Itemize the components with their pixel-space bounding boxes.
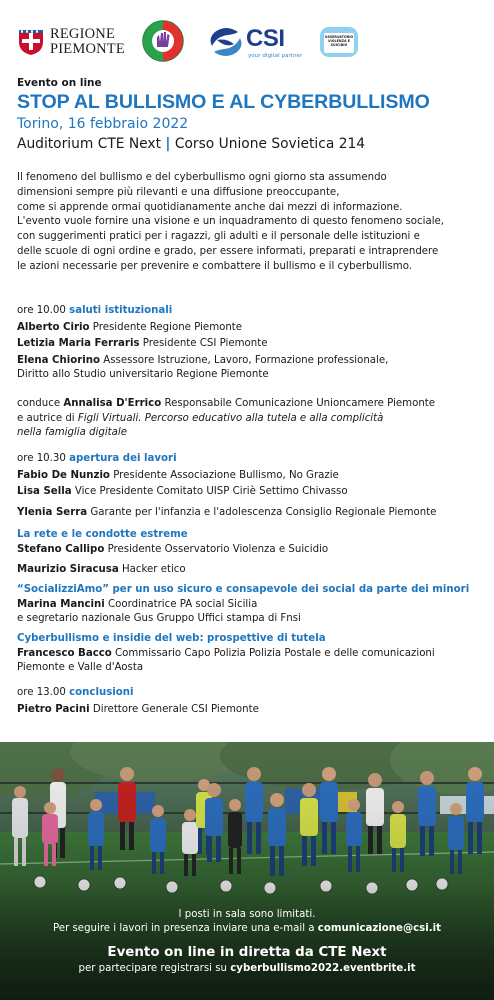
title-block <box>17 77 487 153</box>
speaker-name: Alberto Cirio <box>17 321 90 333</box>
live-stream-headline: Evento on line in diretta da CTE Next <box>107 945 387 960</box>
regione-logo-text: REGIONE PIEMONTE <box>50 26 125 57</box>
session-title: La rete e le condotte estreme <box>17 529 188 540</box>
moderator-name: Annalisa D'Errico <box>63 398 162 409</box>
moderator-role: Responsabile Comunicazione Unioncamere Piemonte <box>164 398 436 409</box>
regione-shield-icon <box>17 28 45 56</box>
moderator-book-prefix: e autrice di <box>17 412 75 424</box>
speaker-row <box>17 321 491 336</box>
speaker-role-continued: e segretario nazionale Gus Gruppo Uffici stampa di Fnsi <box>17 613 301 625</box>
speaker-role: Presidente Osservatorio Violenza e Suicidio <box>107 543 329 555</box>
speaker-role: Commissario Capo Polizia Polizia Postale e delle comunicazioni <box>115 647 435 659</box>
venue-name: Auditorium CTE Next <box>17 136 162 152</box>
speaker-name: Lisa Sella <box>17 486 72 498</box>
registration-text: per partecipare registrarsi su <box>78 963 228 974</box>
contact-email-link[interactable]: comunicazione@csi.it <box>317 923 441 934</box>
session-title: Cyberbullismo e insidie del web: prospettive di tutela <box>17 633 326 644</box>
regione-piemonte-logo <box>17 26 127 60</box>
logo-header <box>0 0 494 75</box>
speaker-row <box>17 506 491 521</box>
speaker-name: Pietro Pacini <box>17 703 90 715</box>
osservatorio-logo <box>320 27 358 57</box>
speaker-name: Stefano Callipo <box>17 543 105 555</box>
speaker-name: Letizia Maria Ferraris <box>17 338 140 350</box>
program-section-opening <box>17 452 491 520</box>
speaker-role: Hacker etico <box>121 564 186 576</box>
speaker-name: Fabio De Nunzio <box>17 469 110 481</box>
session-time: ore 13.00 <box>17 687 66 698</box>
speaker-row <box>17 485 491 500</box>
osservatorio-label: OSSERVATORIO VIOLENZA E SUICIDIO <box>324 33 354 53</box>
intro-line: con suggerimenti pratici per i ragazzi, gli adulti e il personale delle istituzioni e <box>17 231 420 243</box>
event-date: Torino, 16 febbraio 2022 <box>17 116 189 132</box>
moderator-book-title: Figli Virtuali. Percorso educativo alla tutela e alla complicità <box>77 412 384 424</box>
speaker-row <box>17 598 491 613</box>
section-heading <box>17 452 491 467</box>
intro-line: Il fenomeno del bullismo e del cyberbullismo ogni giorno sta assumendo <box>17 172 387 183</box>
session-title: apertura dei lavori <box>69 453 177 464</box>
speaker-role: Coordinatrice PA social Sicilia <box>108 598 258 610</box>
session-title: saluti istituzionali <box>69 305 173 316</box>
event-venue <box>17 135 487 153</box>
event-title: STOP AL BULLISMO E AL CYBERBULLISMO <box>17 91 430 113</box>
intro-line: dimensioni sempre più rilevanti e una diffusione preoccupante, <box>17 186 340 198</box>
speaker-name: Francesco Bacco <box>17 647 112 659</box>
speaker-name: Maurizio Siracusa <box>17 564 119 576</box>
attendance-instructions <box>0 922 494 936</box>
program-section-greetings <box>17 304 491 383</box>
intro-paragraph <box>17 171 489 275</box>
speaker-role: Garante per l'infanzia e l'adolescenza Consiglio Regionale Piemonte <box>90 506 437 518</box>
speaker-row <box>17 703 491 718</box>
speaker-role: Assessore Istruzione, Lavoro, Formazione professionale, <box>103 354 389 366</box>
program-section-conclusions <box>17 686 491 717</box>
speaker-role: Direttore Generale CSI Piemonte <box>92 703 259 715</box>
intro-line: le azioni necessarie per prevenire e combattere il bullismo e il cyberbullismo. <box>17 260 413 272</box>
csi-wordmark: CSI <box>246 25 285 52</box>
speaker-name: Elena Chiorino <box>17 354 101 366</box>
speaker-row <box>17 469 491 484</box>
csi-tagline: your digital partner <box>248 53 303 59</box>
bullismo-no-grazie-logo <box>142 20 184 62</box>
attendance-text: Per seguire i lavori in presenza inviare una e-mail a <box>53 923 315 934</box>
section-heading <box>17 686 491 701</box>
program-section-web-risks <box>17 632 491 676</box>
speaker-role-continued: Diritto allo Studio universitario Regione Piemonte <box>17 369 269 381</box>
program-section-socializziamo <box>17 583 491 627</box>
moderator-row <box>17 397 491 412</box>
csi-swirl-icon <box>208 26 244 58</box>
speaker-name: Ylenia Serra <box>17 506 88 518</box>
seats-limited-note: I posti in sala sono limitati. <box>178 909 316 920</box>
speaker-role-continued: Piemonte e Valle d'Aosta <box>17 662 144 674</box>
session-time: ore 10.00 <box>17 305 66 316</box>
session-title: conclusioni <box>69 687 134 698</box>
program-section-network <box>17 528 491 578</box>
speaker-name: Marina Mancini <box>17 598 105 610</box>
moderator-book-row <box>17 412 491 427</box>
speaker-row <box>17 647 491 662</box>
session-title: “SocializziAmo” per un uso sicuro e consapevole dei social da parte dei minori <box>17 584 470 595</box>
footer-info <box>0 908 494 976</box>
speaker-row <box>17 337 491 352</box>
intro-line: delle scuole di ogni ordine e grado, per essere informati, preparati e intraprendere <box>17 245 439 257</box>
intro-line: come si apprende ormai quotidianamente anche dai mezzi di informazione. <box>17 201 403 213</box>
speaker-role: Vice Presidente Comitato UISP Ciriè Settimo Chivasso <box>74 486 348 498</box>
moderator-book-title-continued: nella famiglia digitale <box>17 427 127 439</box>
venue-address: Corso Unione Sovietica 214 <box>174 136 366 152</box>
speaker-row <box>17 563 491 578</box>
speaker-role: Presidente CSI Piemonte <box>142 338 268 350</box>
eventbrite-link[interactable]: cyberbullismo2022.eventbrite.it <box>230 963 416 974</box>
session-time: ore 10.30 <box>17 453 66 464</box>
moderator-prefix: conduce <box>17 398 61 409</box>
speaker-row <box>17 354 491 369</box>
moderator-block <box>17 397 491 441</box>
csi-logo <box>208 24 318 62</box>
venue-separator: | <box>165 136 171 152</box>
intro-line: L'evento vuole fornire una visione e un inquadramento di questo fenomeno sociale, <box>17 216 445 228</box>
speaker-row <box>17 543 491 558</box>
speaker-role: Presidente Regione Piemonte <box>92 321 243 333</box>
event-type-label: Evento on line <box>17 77 102 89</box>
section-heading <box>17 304 491 319</box>
speaker-role: Presidente Associazione Bullismo, No Grazie <box>113 469 339 481</box>
registration-instructions <box>0 962 494 976</box>
